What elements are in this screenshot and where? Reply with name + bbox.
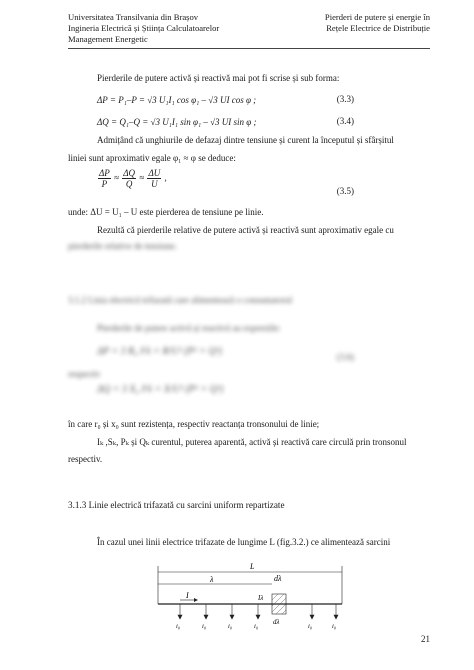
figure-label-Ilambda: Iλ <box>258 594 264 602</box>
equation-3-4: ΔQ = Q₁–Q = √3 U₁I₁ sin φ₁ – √3 UI sin φ ; <box>97 117 257 127</box>
paragraph-voltage-drop: unde: ΔU = U₁ – U este pierderea de tensiune pe linie. <box>68 207 264 217</box>
section-heading-3-1-3: 3.1.3 Linie electrică trifazată cu sarcini uniform repartizate <box>68 500 285 510</box>
blurred-heading: 3.1.2 Linia electrică trifazată care alimentează o consumatorul <box>68 295 293 305</box>
figure-load-label-5: i₀ <box>308 623 313 630</box>
equation-3-5: $\frac{\Delta P}{P}$ ≈ $\frac{\Delta Q}{Q}$ ≈ $\frac{\Delta U}{U}$ , <box>99 168 167 189</box>
equation-number-3-4: (3.4) <box>336 116 354 126</box>
blurred-paragraph: Pierderile de putere activă și reactivă au expresiile: <box>97 323 281 333</box>
paragraph-losses-intro: Pierderile de putere activă și reactivă mai pot fi scrise și sub forma: <box>97 73 340 83</box>
blurred-respectiv: respectiv <box>68 369 101 379</box>
figure-3-2-line-diagram <box>150 560 370 630</box>
figure-load-label-4: i₀ <box>254 623 259 630</box>
header-rule <box>68 48 430 49</box>
page-number: 21 <box>421 634 430 644</box>
figure-label-dlambda-bottom: dλ <box>273 618 280 626</box>
header-right <box>325 12 430 34</box>
paragraph-phase-angle-a: Admițând că unghiurile de defazaj dintre tensiune și curent la începutul și sfârșitul <box>97 135 394 145</box>
figure-load-label-2: i₀ <box>202 623 207 630</box>
figure-load-label-3: i₀ <box>228 623 233 630</box>
figure-label-L: L <box>250 562 255 571</box>
equation-number-3-5: (3.5) <box>336 186 354 196</box>
header-left <box>68 12 219 45</box>
blurred-equation-2: ΔQ = 3 X₀ I²λ = X/U² (P² + Q²) <box>97 384 224 395</box>
paragraph-r0-x0: în care r₀ și x₀ sunt rezistența, respectiv reactanța tronsonului de linie; <box>68 419 320 429</box>
paragraph-currents-b: respectiv. <box>68 454 103 464</box>
header-program: Management Energetic <box>68 34 148 44</box>
figure-load-label-1: i₀ <box>176 623 181 630</box>
header-course-line2: Rețele Electrice de Distribuție <box>326 23 430 33</box>
equation-3-3: ΔP = P₁–P = √3 U₁I₁ cos φ₁ – √3 UI cos φ ; <box>97 95 257 105</box>
header-university: Universitatea Transilvania din Brașov <box>68 12 199 22</box>
figure-label-dlambda-top: dλ <box>274 574 282 583</box>
paragraph-currents-a: Iₖ ,Sₖ, Pₖ și Qₖ curentul, puterea aparentă, activă și reactivă care circulă prin tronsonul <box>97 437 407 447</box>
header-faculty: Ingineria Electrică și Știința Calculatoarelor <box>68 23 220 33</box>
paragraph-relative-losses-cont: pierderile relative de tensiune. <box>68 241 177 251</box>
paragraph-relative-losses: Rezultă că pierderile relative de putere activă și reactivă sunt aproximativ egale cu <box>97 225 394 235</box>
paragraph-phase-angle-b: liniei sunt aproximativ egale φ₁ ≈ φ se deduce: <box>68 153 236 163</box>
figure-label-I: I <box>186 591 189 600</box>
blurred-equation-number: (3.6) <box>336 352 354 362</box>
paragraph-uniform-loads: În cazul unei linii electrice trifazate de lungime L (fig.3.2.) ce alimentează sarcini <box>97 537 391 547</box>
header-course-line1: Pierderi de putere și energie în <box>324 12 430 22</box>
figure-label-lambda: λ <box>210 575 214 584</box>
blurred-equation-1: ΔP = 3 R₀ I²λ = R/U² (P² + Q²) <box>97 346 222 357</box>
figure-load-label-6: i₀ <box>332 623 337 630</box>
equation-number-3-3: (3.3) <box>336 94 354 104</box>
